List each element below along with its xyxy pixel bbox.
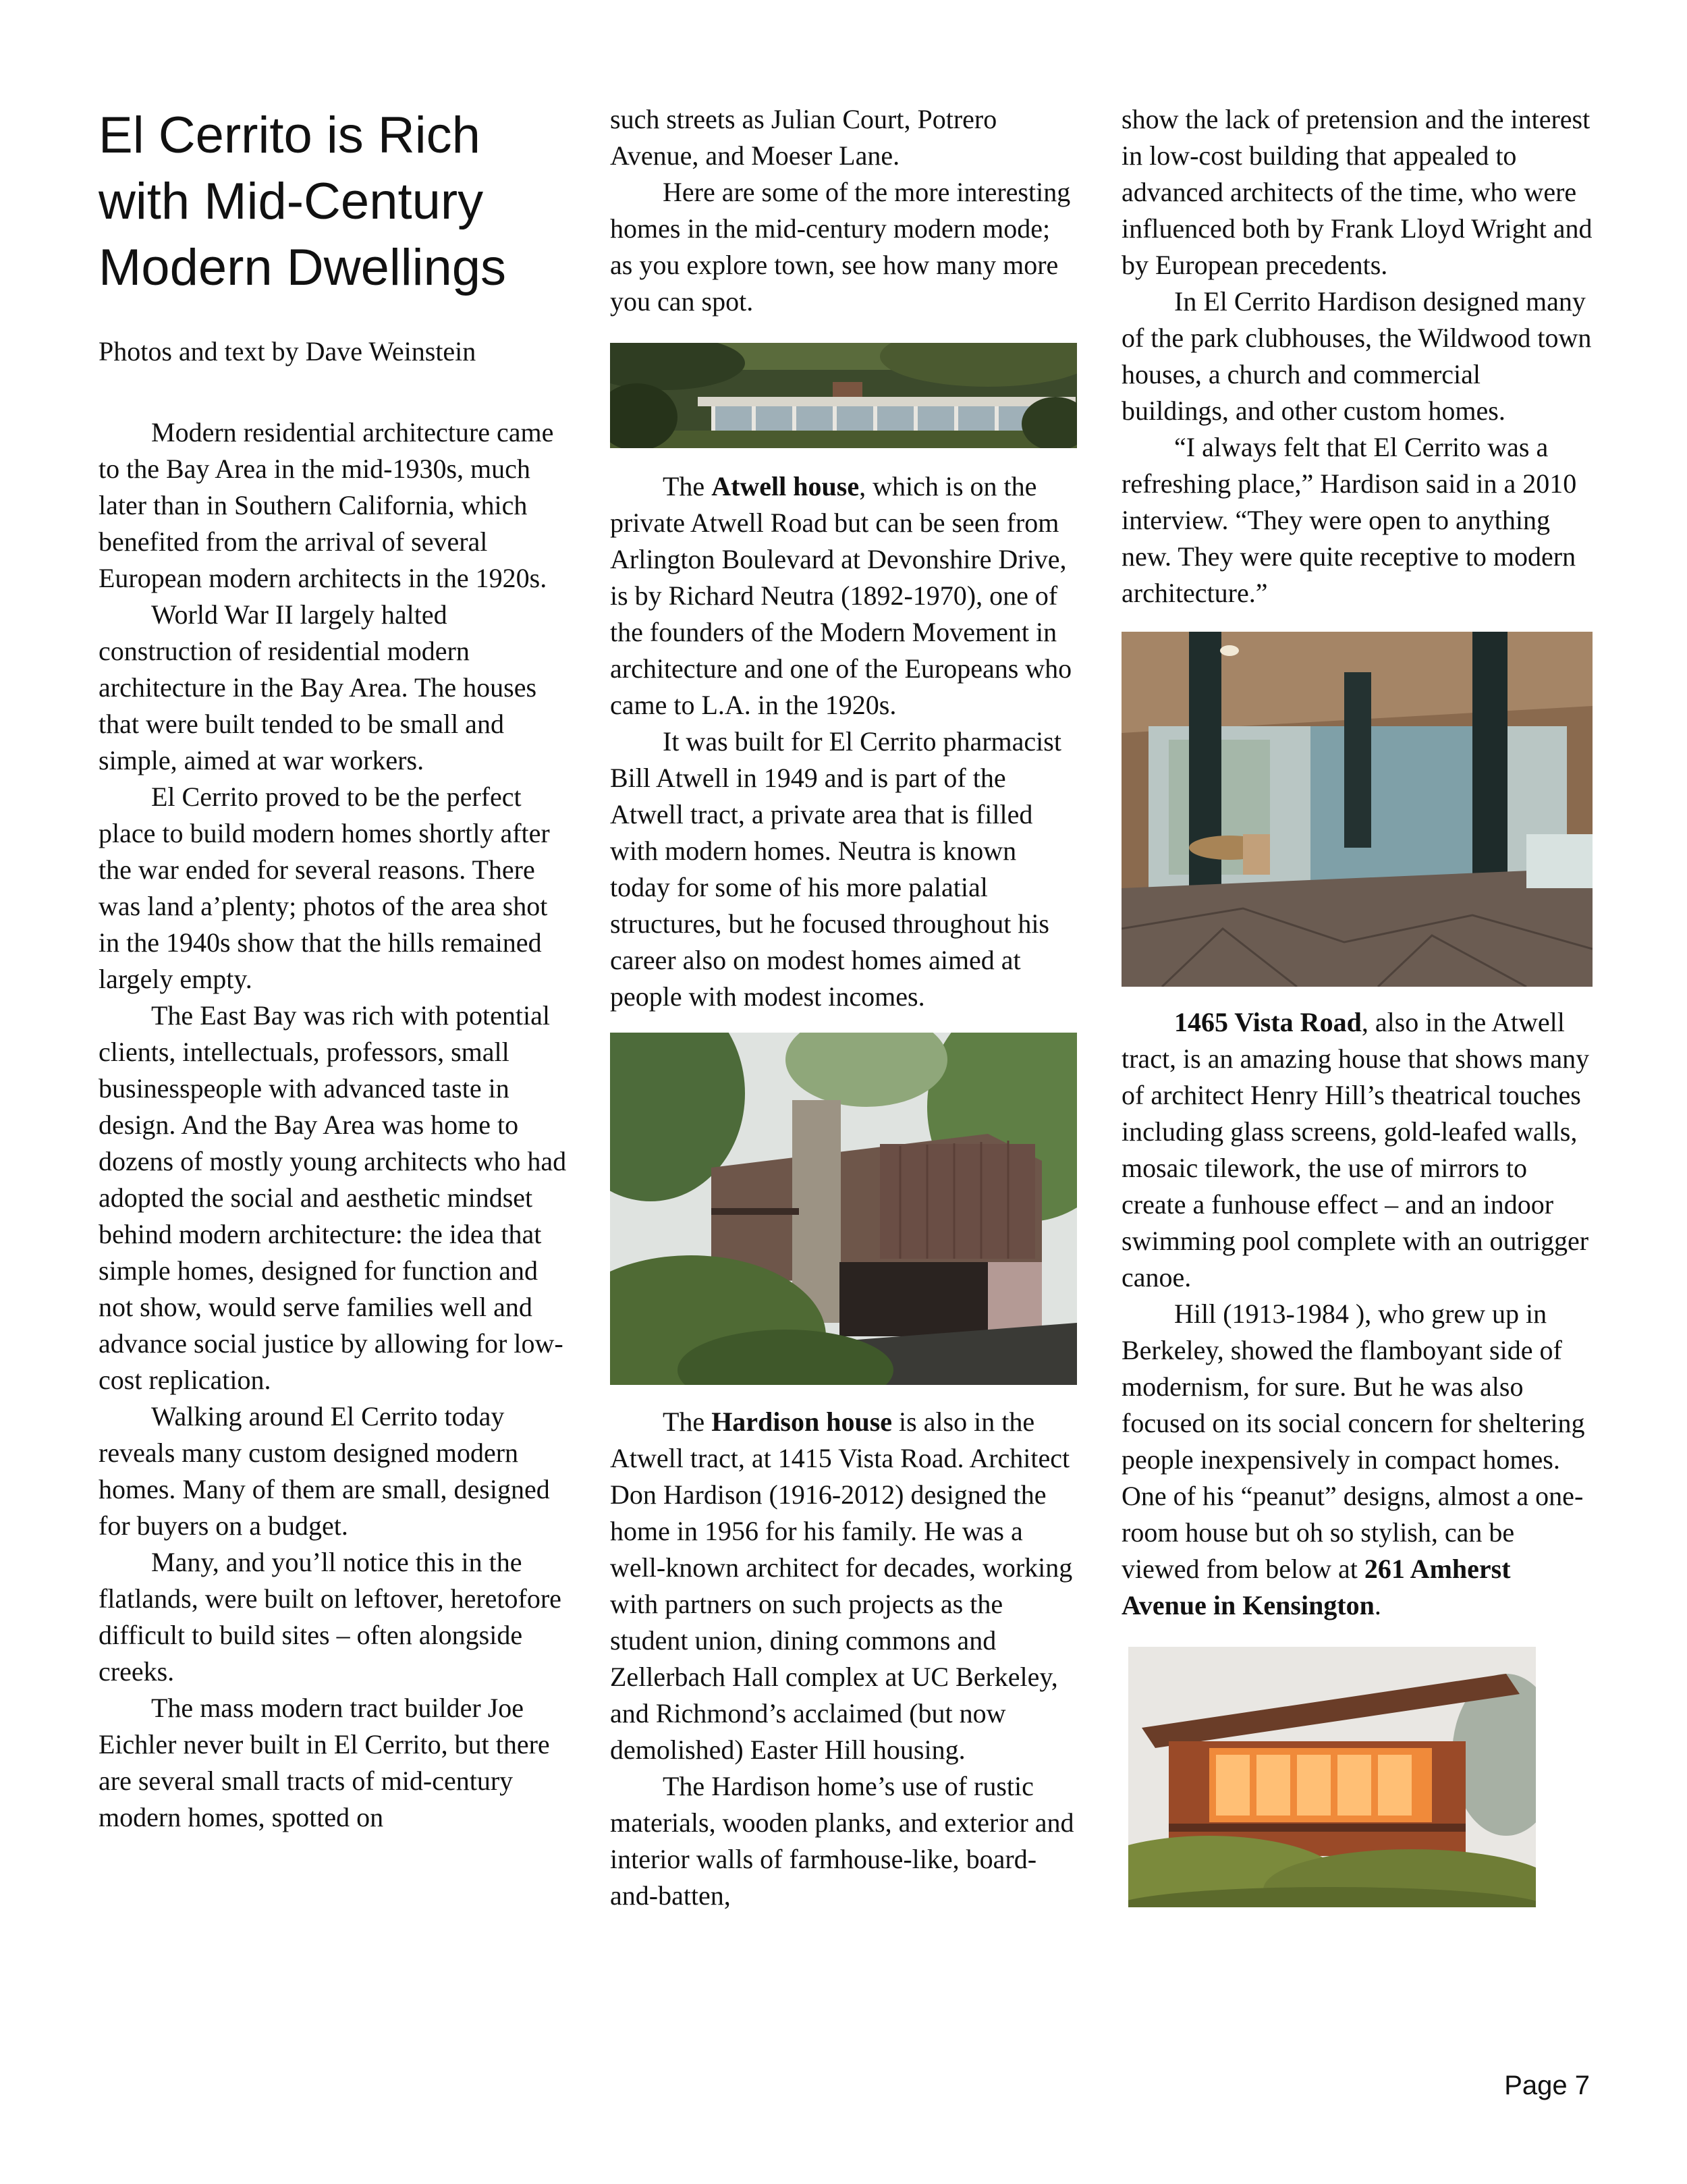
paragraph: The mass modern tract builder Joe Eichler never built in El Cerrito, but there are several small tracts of mid-century modern homes, spotted on bbox=[99, 1693, 550, 1832]
byline: Photos and text by Dave Weinstein bbox=[99, 336, 476, 366]
text: , which is on the private Atwell Road but can be seen from Arlington Boulevard at Devonshire Drive, is by Richard Neutra (1892-1970), one of the founders of the Modern Movement in architecture and one of the Europeans who came to L.A. in the 1920s. bbox=[610, 471, 1072, 720]
paragraph bbox=[1122, 1004, 1594, 1296]
paragraph: “I always felt that El Cerrito was a refreshing place,” Hardison said in a 2010 interview. “They were open to anything new. They were quite receptive to modern architecture.” bbox=[1122, 432, 1577, 608]
paragraph: In El Cerrito Hardison designed many of the park clubhouses, the Wildwood town houses, a church and commercial buildings, and other custom homes. bbox=[1122, 286, 1592, 426]
column-3 bbox=[1122, 101, 1594, 1932]
text: Hill (1913-1984 ), who grew up in Berkeley, showed the flamboyant side of modernism, for sure. But he was also focused on its social concern for sheltering people inexpensively in compact homes. One of his “peanut” designs, almost a one-room house but oh so stylish, can be viewed from below at bbox=[1122, 1299, 1585, 1584]
hardison-house-name: Hardison house bbox=[711, 1407, 893, 1437]
title-line: El Cerrito is Rich bbox=[99, 107, 480, 164]
paragraph: Here are some of the more interesting homes in the mid-century modern mode; as you explore town, see how many more you can spot. bbox=[610, 177, 1071, 317]
vista-road-address: 1465 Vista Road bbox=[1174, 1007, 1362, 1037]
paragraph: Walking around El Cerrito today reveals many custom designed modern homes. Many of them are small, designed for buyers on a budget. bbox=[99, 1401, 550, 1541]
paragraph: Modern residential architecture came to the Bay Area in the mid-1930s, much later than in Southern California, which benefited from the arrival of several European modern architects in the 1920s. bbox=[99, 417, 554, 593]
vista-road-interior-photo bbox=[1122, 632, 1593, 987]
atwell-house-name: Atwell house bbox=[711, 471, 860, 501]
text: The bbox=[663, 471, 712, 501]
title-line: with Mid-Century bbox=[99, 173, 484, 230]
hardison-house-photo bbox=[610, 1033, 1077, 1385]
title-line: Modern Dwellings bbox=[99, 239, 507, 296]
column-2 bbox=[610, 101, 1077, 1914]
article-title bbox=[99, 103, 572, 301]
amherst-house-photo bbox=[1128, 1647, 1536, 1907]
text: is also in the Atwell tract, at 1415 Vista Road. Architect Don Hardison (1916-2012) designed the home in 1956 for his family. He was a well-known architect for decades, working with partners on such projects as the student union, dining commons and Zellerbach Hall complex at UC Berkeley, and Richmond’s acclaimed (but now demolished) Easter Hill housing. bbox=[610, 1407, 1073, 1765]
paragraph: show the lack of pretension and the interest in low-cost building that appealed to advanced architects of the time, who were influenced both by Frank Lloyd Wright and by European precedents. bbox=[1122, 104, 1593, 280]
text: , also in the Atwell tract, is an amazing house that shows many of architect Henry Hill’s theatrical touches including glass screens, gold-leafed walls, mosaic tilework, the use of mirrors to create a funhouse effect – and an indoor swimming pool complete with an outrigger canoe. bbox=[1122, 1007, 1590, 1292]
text: . bbox=[1374, 1590, 1381, 1620]
paragraph: El Cerrito proved to be the perfect place to build modern homes shortly after the war ended for several reasons. There was land a’plenty; photos of the area shot in the 1940s show that the hills remained largely empty. bbox=[99, 782, 550, 994]
amherst-address: 261 Amherst Avenue in Kensington bbox=[1122, 1554, 1511, 1620]
paragraph: Many, and you’ll notice this in the flatlands, were built on leftover, heretofore difficult to build sites – often alongside creeks. bbox=[99, 1547, 561, 1687]
paragraph: It was built for El Cerrito pharmacist Bill Atwell in 1949 and is part of the Atwell tract, a private area that is filled with modern homes. Neutra is known today for some of his more palatial structures, but he focused throughout his career also on modest homes aimed at people with modest incomes. bbox=[610, 726, 1061, 1012]
page-number: Page 7 bbox=[1504, 2071, 1590, 2100]
paragraph: The Hardison home’s use of rustic materials, wooden planks, and exterior and interior walls of farmhouse-like, board-and-batten, bbox=[610, 1771, 1074, 1911]
atwell-house-photo bbox=[610, 343, 1077, 448]
paragraph bbox=[610, 468, 1077, 724]
text: The bbox=[663, 1407, 712, 1437]
paragraph bbox=[1122, 1296, 1594, 1624]
paragraph bbox=[610, 1404, 1077, 1768]
paragraph: such streets as Julian Court, Potrero Avenue, and Moeser Lane. bbox=[610, 104, 997, 171]
paragraph: World War II largely halted construction of residential modern architecture in the Bay Area. The houses that were built tended to be small and simple, aimed at war workers. bbox=[99, 599, 537, 775]
column-1 bbox=[99, 103, 572, 1836]
paragraph: The East Bay was rich with potential clients, intellectuals, professors, small businesspeople with advanced taste in design. And the Bay Area was home to dozens of mostly young architects who had adopted the social and aesthetic mindset behind modern architecture: the idea that simple homes, designed for function and not show, would serve families well and advance social justice by allowing for low-cost replication. bbox=[99, 1000, 567, 1395]
